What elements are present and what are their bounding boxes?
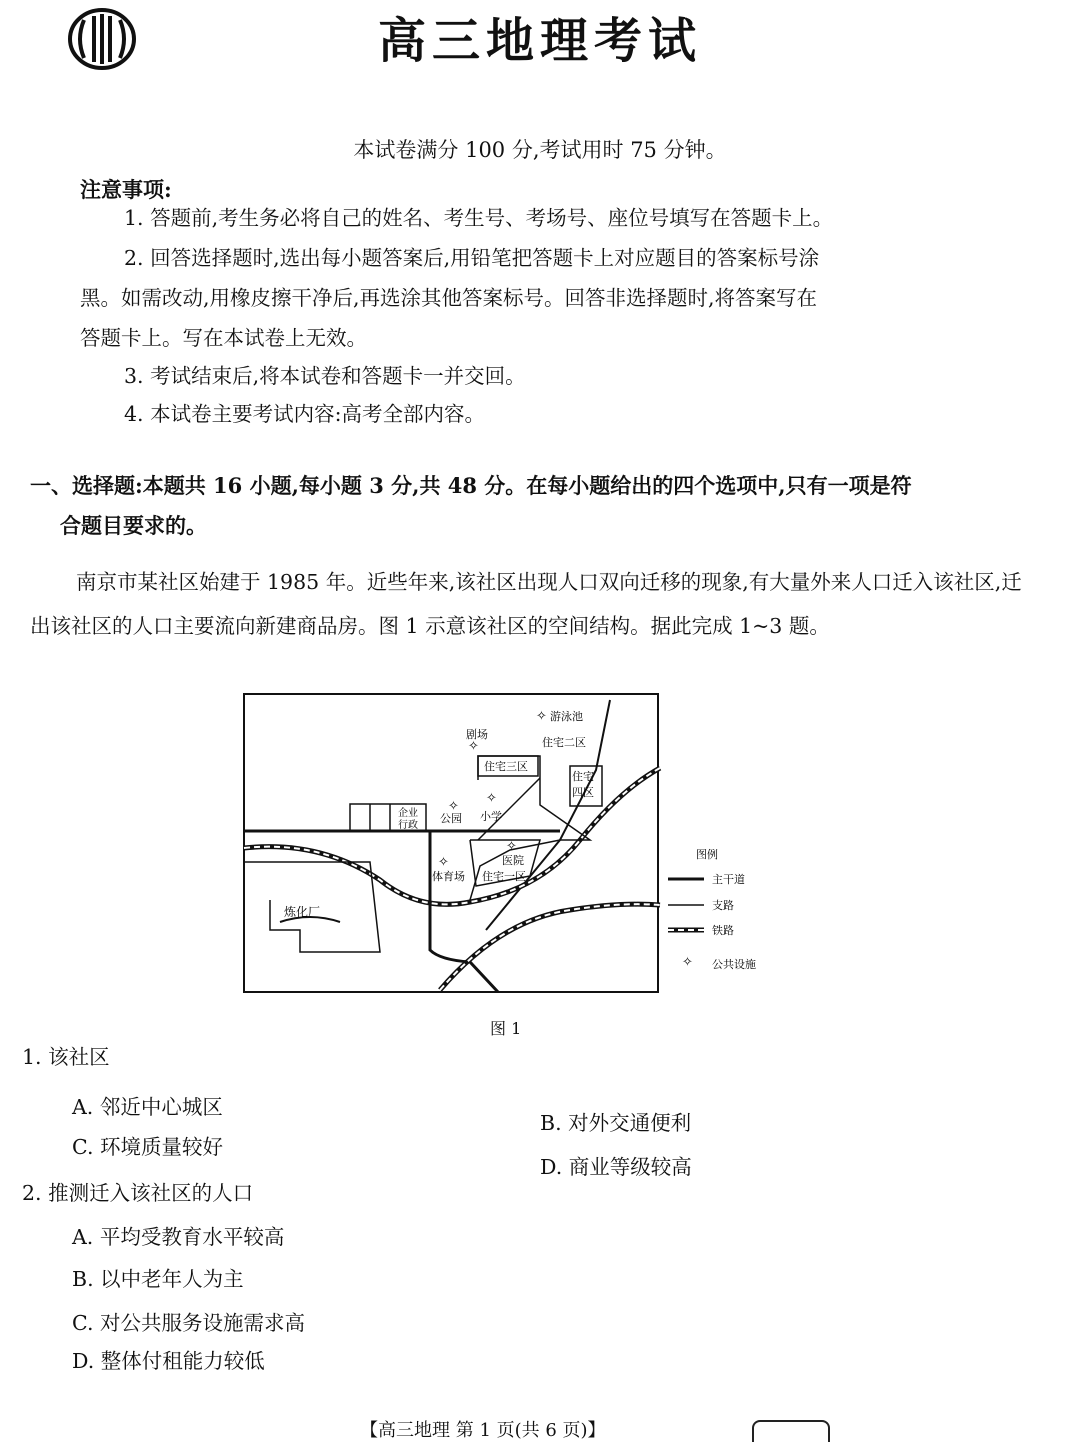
svg-text:✧: ✧ [448, 799, 459, 814]
map-label: 四区 [572, 786, 594, 799]
section-line: 一、选择题:本题共 16 小题,每小题 3 分,共 48 分。在每小题给出的四个选项中,只有一项是符 [30, 473, 912, 498]
facility-marker [468, 739, 479, 754]
facility-marker [486, 791, 497, 806]
option-2b: B. 以中老年人为主 [72, 1267, 244, 1291]
svg-text:✧: ✧ [468, 739, 479, 754]
map-label: 游泳池 [550, 710, 583, 723]
map-label: 住宅 [572, 770, 594, 783]
notice-item: 1. 答题前,考生务必将自己的姓名、考生号、考场号、座位号填写在答题卡上。 [124, 206, 834, 230]
legend-main-road: 主干道 [712, 873, 745, 886]
community-map [240, 690, 780, 1000]
map-label: 医院 [502, 854, 524, 867]
map-label: 公园 [440, 812, 462, 825]
legend-branch-road: 支路 [712, 899, 734, 912]
svg-text:✧: ✧ [506, 839, 517, 854]
option-2a: A. 平均受教育水平较高 [72, 1225, 285, 1249]
question-stem: 南京市某社区始建于 1985 年。近些年来,该社区出现人口双向迁移的现象,有大量外来人口迁入该社区,迁出该社区的人口主要流向新建商品房。图 1 示意该社区的空间结构。据此完成 1~3 题。 [30, 570, 1022, 638]
page-title: 高三地理考试 [377, 13, 702, 69]
svg-text:✧: ✧ [438, 855, 449, 870]
notice-item: 黑。如需改动,用橡皮擦干净后,再选涂其他答案标号。回答非选择题时,将答案写在 [80, 286, 818, 310]
map-label: 小学 [480, 810, 502, 823]
option-2c: C. 对公共服务设施需求高 [72, 1311, 305, 1335]
map-label: 剧场 [466, 728, 488, 741]
exam-info: 本试卷满分 100 分,考试用时 75 分钟。 [353, 138, 727, 162]
notice-item: 答题卡上。写在本试卷上无效。 [80, 326, 367, 350]
section-line: 合题目要求的。 [60, 513, 207, 538]
notice-item: 2. 回答选择题时,选出每小题答案后,用铅笔把答题卡上对应题目的答案标号涂 [124, 246, 820, 270]
option-1b: B. 对外交通便利 [540, 1111, 692, 1135]
legend-facility: 公共设施 [712, 958, 756, 971]
legend-facility-icon: ✧ [682, 955, 693, 970]
section-heading [30, 466, 1040, 546]
facility-marker [506, 839, 517, 854]
stamp-mark [752, 1420, 830, 1442]
map-label: 炼化厂 [284, 905, 321, 919]
legend-title: 图例 [696, 848, 718, 861]
map-label: 住宅二区 [542, 736, 586, 749]
page-footer: 【高三地理 第 1 页(共 6 页)】 [360, 1420, 606, 1441]
option-1a: A. 邻近中心城区 [72, 1095, 223, 1119]
option-2d: D. 整体付租能力较低 [72, 1349, 265, 1373]
notice-heading: 注意事项: [80, 177, 172, 202]
notice-item: 3. 考试结束后,将本试卷和答题卡一并交回。 [124, 364, 526, 388]
map-label: 企业 [398, 808, 418, 819]
svg-text:✧: ✧ [536, 709, 547, 724]
question-1-stem: 1. 该社区 [22, 1045, 110, 1069]
map-label: 体育场 [432, 870, 465, 883]
notice-item: 4. 本试卷主要考试内容:高考全部内容。 [124, 402, 485, 426]
map-label: 住宅三区 [484, 760, 528, 773]
figure-caption: 图 1 [490, 1019, 522, 1038]
legend-railway: 铁路 [712, 924, 734, 937]
question-2-stem: 2. 推测迁入该社区的人口 [22, 1181, 254, 1205]
map-label: 行政 [398, 820, 418, 831]
svg-text:✧: ✧ [486, 791, 497, 806]
option-1d: D. 商业等级较高 [540, 1155, 692, 1179]
option-1c: C. 环境质量较好 [72, 1135, 223, 1159]
facility-marker [438, 855, 449, 870]
map-label: 住宅一区 [482, 870, 526, 883]
facility-marker [536, 709, 547, 724]
